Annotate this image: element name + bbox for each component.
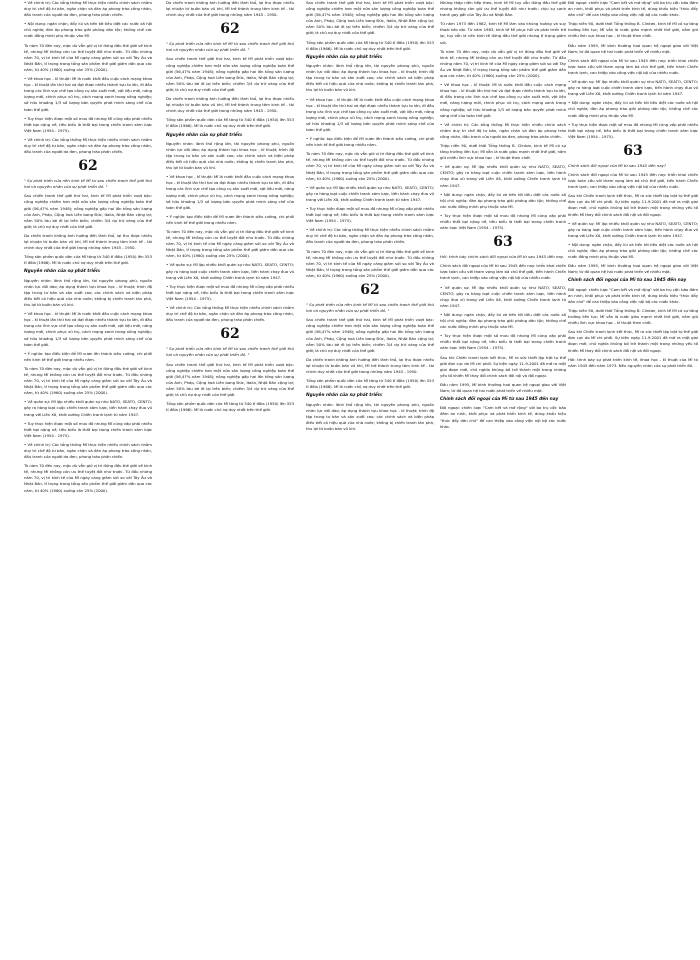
paragraph: • Tuy thực hiện được một số mưu đồ nhưng Mĩ cũng vấp phải nhiều thất bại nặng nề, tiêu biểu là thất bại trong chiến tranh xâm lược Việt Nam (1954 - 1975). xyxy=(306,206,434,224)
paragraph: • Tuy thực hiện được một số mưu đồ nhưng Mĩ cũng vấp phải nhiều thất bại nặng nề, tiêu biểu là thất bại trong chiến tranh xâm lược Việt Nam (1954 - 1975). xyxy=(166,283,294,301)
paragraph: • Ý nghĩa: tạo điều kiện để Mĩ vươn lên thành siêu cường, chi phối nền kinh tế thế giới trong nhiều năm. xyxy=(166,213,294,225)
paragraph: • Về khoa học - kĩ thuật: Mĩ là nước khởi đầu cuộc cách mạng khoa học - kĩ thuật lần thứ hai và đạt được nhiều thành tựu to lớn, đi đầu trong các lĩnh vực chế tạo công cụ sản xuất mới, vật liệu mới, năng lượng mới, chinh phục vũ trụ, cách mạng xanh trong nông nghiệp; sở hữu khoảng 1/3 số lượng bản quyền phát minh sáng chế của toàn thế giới. xyxy=(306,96,434,132)
paragraph: Những thập niên tiếp theo, kinh tế Mĩ tuy vẫn đứng đầu thế giới nhưng không còn giữ ưu thế tuyệt đối như trước; chịu sự cạnh tranh gay gắt của Tây Âu và Nhật Bản. xyxy=(440,0,566,18)
paragraph: Nguyên nhân: lãnh thổ rộng lớn, tài nguyên phong phú, nguồn nhân lực dồi dào; áp dụng thành tựu khoa học - kĩ thuật; trình độ tập trung tư bản và sản xuất cao; các chính sách và biện pháp điều tiết có hiệu quả của nhà nước; không bị chiến tranh tàn phá, thu lợi từ buôn bán vũ khí. xyxy=(24,277,152,308)
paragraph: • Về chính trị: Các tổng thống Mĩ thực hiện nhiều chính sách nhằm duy trì chế độ tư bản, ngăn chặn và đàn áp phong trào công nhân, đấu tranh của người da đen, phong trào phản chiến. xyxy=(24,136,152,155)
paragraph: Chính sách đối ngoại của Mĩ từ sau 1945 đến nay: triển khai chiến lược toàn cầu với tham vọng làm bá chủ thế giới, tiến hành Chiến tranh lạnh, can thiệp vào công việc nội bộ của nhiều nước. xyxy=(440,263,566,281)
paragraph: • Về quân sự: Mĩ lập nhiều khối quân sự như NATO, SEATO, CENTO; gây ra hàng loạt cuộc chiến tranh xâm lược, tiến hành chạy đua vũ trang với Liên Xô, khởi xướng Chiến tranh lạnh từ năm 1947. xyxy=(166,262,294,280)
paragraph: Sau khi Chiến tranh lạnh kết thúc, Mĩ ra sức thiết lập trật tự thế giới đơn cực do Mĩ chi phối. Sự kiện ngày 11-9-2001 đã mở ra một giai đoạn mới, chủ nghĩa khủng bố trở thành một trong những yếu tố khiến Mĩ thay đổi chính sách đối nội và đối ngoại. xyxy=(440,354,566,378)
question-number: 63 xyxy=(493,234,513,251)
paragraph: • Về quân sự: Mĩ lập nhiều khối quân sự như NATO, SEATO, CENTO; gây ra hàng loạt cuộc chiến tranh xâm lược, tiến hành chạy đua vũ trang với Liên Xô, khởi xướng Chiến tranh lạnh từ năm 1947. xyxy=(24,399,152,417)
paragraph: Sau khi Chiến tranh lạnh kết thúc, Mĩ ra sức thiết lập trật tự thế giới đơn cực do Mĩ chi phối. Sự kiện ngày 11-9-2001 đã mở ra một giai đoạn mới, chủ nghĩa khủng bố trở thành một trong những yếu tố khiến Mĩ thay đổi chính sách đối nội và đối ngoại. xyxy=(568,329,698,353)
paragraph: • Về quân sự: Mĩ lập nhiều khối quân sự như NATO, SEATO, CENTO; gây ra hàng loạt cuộc chiến tranh xâm lược, tiến hành chạy đua vũ trang với Liên Xô, khởi xướng Chiến tranh lạnh từ năm 1947. xyxy=(440,284,566,308)
paragraph: Sau chiến tranh thế giới thứ hai, kinh tế Mĩ phát triển vượt bậc: công nghiệp chiếm hơn một nửa sản lượng công nghiệp toàn thế giới (56,47% năm 1948); nông nghiệp gấp hai lần tổng sản lượng của Anh, Pháp, Cộng hoà Liên bang Đức, Italia, Nhật Bản cộng lại; nắm 50% tàu bè đi lại trên biển; chiếm 3/4 dự trữ vàng của thế giới; là chủ nợ duy nhất của thế giới. xyxy=(306,0,434,36)
paragraph: • Về chính trị: Các tổng thống Mĩ thực hiện nhiều chính sách nhằm duy trì chế độ tư bản, ngăn chặn và đàn áp phong trào công nhân, đấu tranh của người da đen, phong trào phản chiến. xyxy=(166,305,294,323)
paragraph: • Về quân sự: Mĩ lập nhiều khối quân sự như NATO, SEATO, CENTO; gây ra hàng loạt cuộc chiến tranh xâm lược, tiến hành chạy đua vũ trang với Liên Xô, khởi xướng Chiến tranh lạnh từ năm 1947. xyxy=(306,184,434,202)
paragraph: Do chiến tranh không ảnh hưởng đến lãnh thổ, lại thu được nhiều lợi nhuận từ buôn bán vũ khí, Mĩ trở thành trung tâm kinh tế - tài chính duy nhất của thế giới trong những năm 1945 - 1950. xyxy=(24,232,152,251)
paragraph: Sau khi Chiến tranh lạnh kết thúc, Mĩ ra sức thiết lập trật tự thế giới đơn cực do Mĩ chi phối. Sự kiện ngày 11-9-2001 đã mở ra một giai đoạn mới, chủ nghĩa khủng bố trở thành một trong những yếu tố khiến Mĩ thay đổi chính sách đối nội và đối ngoại. xyxy=(568,193,698,217)
question-number: 62 xyxy=(220,21,240,38)
paragraph: • Ý nghĩa: tạo điều kiện để Mĩ vươn lên thành siêu cường, chi phối nền kinh tế thế giới trong nhiều năm. xyxy=(306,136,434,148)
paragraph: Hỏi: trình bày sự phát triển kinh tế, khoa học - kĩ thuật của Mĩ từ năm 1945 đến năm 1973. Nêu nguyên nhân của sự phát triển đó. xyxy=(568,356,698,368)
paragraph: • Nội dung: ngăn chặn, đẩy lùi và tiến tới tiêu diệt các nước xã hội chủ nghĩa; đàn áp phong trào giải phóng dân tộc; khống chế các nước đồng minh phụ thuộc vào Mĩ. xyxy=(440,191,566,209)
paragraph: Chính sách đối ngoại của Mĩ từ sau 1945 đến nay: triển khai chiến lược toàn cầu với tham vọng làm bá chủ thế giới, tiến hành Chiến tranh lạnh, can thiệp vào công việc nội bộ của nhiều nước. xyxy=(568,171,698,190)
paragraph: Sau chiến tranh thế giới thứ hai, kinh tế Mĩ phát triển vượt bậc: công nghiệp chiếm hơn một nửa sản lượng công nghiệp toàn thế giới (56,47% năm 1948); nông nghiệp gấp hai lần tổng sản lượng của Anh, Pháp, Cộng hoà Liên bang Đức, Italia, Nhật Bản cộng lại; nắm 50% tàu bè đi lại trên biển; chiếm 3/4 dự trữ vàng của thế giới; là chủ nợ duy nhất của thế giới. xyxy=(306,317,434,353)
paragraph: Sau chiến tranh thế giới thứ hai, kinh tế Mĩ phát triển vượt bậc: công nghiệp chiếm hơn một nửa sản lượng công nghiệp toàn thế giới (56,47% năm 1948); nông nghiệp gấp hai lần tổng sản lượng của Anh, Pháp, Cộng hoà Liên bang Đức, Italia, Nhật Bản cộng lại; nắm 50% tàu bè đi lại trên biển; chiếm 3/4 dự trữ vàng của thế giới; là chủ nợ duy nhất của thế giới. xyxy=(166,361,294,397)
paragraph: • Về khoa học - kĩ thuật: Mĩ là nước khởi đầu cuộc cách mạng khoa học - kĩ thuật lần thứ hai và đạt được nhiều thành tựu to lớn, đi đầu trong các lĩnh vực chế tạo công cụ sản xuất mới, vật liệu mới, năng lượng mới, chinh phục vũ trụ, cách mạng xanh trong nông nghiệp; sở hữu khoảng 1/3 số lượng bản quyền phát minh sáng chế của toàn thế giới. xyxy=(24,311,152,347)
paragraph: • Tuy thực hiện được một số mưu đồ nhưng Mĩ cũng vấp phải nhiều thất bại nặng nề, tiêu biểu là thất bại trong chiến tranh xâm lược Việt Nam (1954 - 1975). xyxy=(24,115,152,133)
paragraph: • Về khoa học - kĩ thuật: Mĩ là nước khởi đầu cuộc cách mạng khoa học - kĩ thuật lần thứ hai và đạt được nhiều thành tựu to lớn, đi đầu trong các lĩnh vực chế tạo công cụ sản xuất mới, vật liệu mới, năng lượng mới, chinh phục vũ trụ, cách mạng xanh trong nông nghiệp; sở hữu khoảng 1/3 số lượng bản quyền phát minh sáng chế của toàn thế giới. xyxy=(24,76,152,112)
paragraph: • Về chính trị: Các tổng thống Mĩ thực hiện nhiều chính sách nhằm duy trì chế độ tư bản, ngăn chặn và đàn áp phong trào công nhân, đấu tranh của người da đen, phong trào phản chiến. xyxy=(306,227,434,245)
question-number: 62 xyxy=(360,282,380,299)
text-column-1 xyxy=(24,0,152,960)
text-column-3 xyxy=(306,0,434,960)
question-number: 62 xyxy=(220,326,240,343)
paragraph: • Tuy thực hiện được một số mưu đồ nhưng Mĩ cũng vấp phải nhiều thất bại nặng nề, tiêu biểu là thất bại trong chiến tranh xâm lược Việt Nam (1954 - 1975). xyxy=(24,420,152,438)
paragraph: Nguyên nhân: lãnh thổ rộng lớn, tài nguyên phong phú, nguồn nhân lực dồi dào; áp dụng thành tựu khoa học - kĩ thuật; trình độ tập trung tư bản và sản xuất cao; các chính sách và biện pháp điều tiết có hiệu quả của nhà nước; không bị chiến tranh tàn phá, thu lợi từ buôn bán vũ khí. xyxy=(306,63,434,93)
paragraph: • Tuy thực hiện được một số mưu đồ nhưng Mĩ cũng vấp phải nhiều thất bại nặng nề, tiêu biểu là thất bại trong chiến tranh xâm lược Việt Nam (1954 - 1975). xyxy=(440,212,566,231)
paragraph: Đối ngoại: chiến lược "Cam kết và mở rộng" với ba trụ cột: bảo đảm an ninh, khôi phục và phát triển kinh tế, dùng khẩu hiệu "thúc đẩy dân chủ" để can thiệp vào công việc nội bộ các nước khác. xyxy=(440,405,566,429)
paragraph: • Về quân sự: Mĩ lập nhiều khối quân sự như NATO, SEATO, CENTO; gây ra hàng loạt cuộc chiến tranh xâm lược, tiến hành chạy đua vũ trang với Liên Xô, khởi xướng Chiến tranh lạnh từ năm 1947. xyxy=(568,220,698,238)
question-text: " Sự phát triển của nền kinh tế Mĩ từ sau chiến tranh thế giới thứ hai và nguyên nhân của sự phát triển đó. " xyxy=(166,41,294,53)
paragraph: Đầu năm 1995, Mĩ bình thường hoá quan hệ ngoại giao với Việt Nam; từ đó quan hệ hai nước phát triển về nhiều mặt. xyxy=(440,381,566,393)
paragraph: Tù nàm 70 đén nay, mặc dù vẫn giữ vị trí đứng đầu thé giới về kinh tế, nhưng Mĩ không còn ưu thế tuyệt đối như trước. Từ đầu những năm 70, vị trí kinh tế của Mĩ ngày càng giảm sút so với Tây Âu và Nhật Bản, tỉ trọng trong tổng sản phẩm thế giới giảm dần qua các năm, từ 40% (1960) xuống còn 25% (2000). xyxy=(306,151,434,181)
paragraph: • Về khoa học - kĩ thuật: Mĩ là nước khởi đầu cuộc cách mạng khoa học - kĩ thuật lần thứ hai và đạt được nhiều thành tựu to lớn, đi đầu trong các lĩnh vực chế tạo công cụ sản xuất mới, vật liệu mới, năng lượng mới, chinh phục vũ trụ, cách mạng xanh trong nông nghiệp; sở hữu khoảng 1/3 số lượng bản quyền phát minh sáng chế của toàn thế giới. xyxy=(440,82,566,118)
paragraph: Đầu năm 1995, Mĩ bình thường hoá quan hệ ngoại giao với Việt Nam; từ đó quan hệ hai nước phát triển về nhiều mặt. xyxy=(568,263,698,275)
paragraph: Do chiến tranh không ảnh hưởng đến lãnh thổ, lại thu được nhiều lợi nhuận từ buôn bán vũ khí, Mĩ trở thành trung tâm kinh tế - tài chính duy nhất của thế giới trong những năm 1945 - 1950. xyxy=(166,96,294,114)
text-column-5 xyxy=(568,0,698,960)
paragraph: Đối ngoại: chiến lược "Cam kết và mở rộng" với ba trụ cột: bảo đảm an ninh, khôi phục và phát triển kinh tế, dùng khẩu hiệu "thúc đẩy dân chủ" để can thiệp vào công việc nội bộ các nước khác. xyxy=(568,286,698,304)
paragraph: Sau chiến tranh thế giới thứ hai, kinh tế Mĩ phát triển vượt bậc: công nghiệp chiếm hơn một nửa sản lượng công nghiệp toàn thế giới (56,47% năm 1948); nông nghiệp gấp hai lần tổng sản lượng của Anh, Pháp, Cộng hoà Liên bang Đức, Italia, Nhật Bản cộng lại; nắm 50% tàu bè đi lại trên biển; chiếm 3/4 dự trữ vàng của thế giới; là chủ nợ duy nhất của thế giới. xyxy=(24,193,152,229)
question-number: 62 xyxy=(78,158,98,175)
paragraph: • Tuy thực hiện được một số mưu đồ nhưng Mĩ cũng vấp phải nhiều thất bại nặng nề, tiêu biểu là thất bại trong chiến tranh xâm lược Việt Nam (1954 - 1975). xyxy=(568,121,698,139)
paragraph: • Về chính trị: Các tổng thống Mĩ thực hiện nhiều chính sách nhằm duy trì chế độ tư bản, ngăn chặn và đàn áp phong trào công nhân, đấu tranh của người da đen, phong trào phản chiến. xyxy=(24,441,152,460)
section-heading: Nguyên nhân của sự phát triển: xyxy=(306,54,383,60)
section-heading: Nguyên nhân của sự phát triển: xyxy=(306,393,383,399)
paragraph: • Nội dung: ngăn chặn, đẩy lùi và tiến tới tiêu diệt các nước xã hội chủ nghĩa; đàn áp phong trào giải phóng dân tộc; khống chế các nước đồng minh phụ thuộc vào Mĩ. xyxy=(440,311,566,330)
section-heading: Chính sách đối ngoại của Mĩ từ sau 1945 đến nay xyxy=(568,278,687,284)
paragraph: Tù nàm 70 đén nay, mặc dù vẫn giữ vị trí đứng đầu thé giới về kinh tế, nhưng Mĩ không còn ưu thế tuyệt đối như trước. Từ đầu những năm 70, vị trí kinh tế của Mĩ ngày càng giảm sút so với Tây Âu và Nhật Bản, tỉ trọng trong tổng sản phẩm thế giới giảm dần qua các năm, từ 40% (1960) xuống còn 25% (2000). xyxy=(440,48,566,79)
paragraph: • Ý nghĩa: tạo điều kiện để Mĩ vươn lên thành siêu cường, chi phối nền kinh tế thế giới trong nhiều năm. xyxy=(24,350,152,362)
paragraph: Tổng sản phẩm quốc dân của Mĩ tăng từ 340 tỉ đôla (1950) lên 553 tỉ đôla (1966). Mĩ là nước chủ nợ duy nhất trên thế giới. xyxy=(306,39,434,51)
question-text: Hỏi: trình bày chính sách đối ngoại của Mĩ từ sau 1945 đến nay. xyxy=(440,254,565,260)
paragraph: • Về chính trị: Các tổng thống Mĩ thực hiện nhiều chính sách nhằm duy trì chế độ tư bản, ngăn chặn và đàn áp phong trào công nhân, đấu tranh của người da đen, phong trào phản chiến. xyxy=(440,121,566,139)
paragraph: • Nội dung: ngăn chặn, đẩy lùi và tiến tới tiêu diệt các nước xã hội chủ nghĩa; đàn áp phong trào giải phóng dân tộc; khống chế các nước đồng minh phụ thuộc vào Mĩ. xyxy=(24,21,152,39)
paragraph: Tù nàm 70 đén nay, mặc dù vẫn giữ vị trí đứng đầu thé giới về kinh tế, nhưng Mĩ không còn ưu thế tuyệt đối như trước. Từ đầu những năm 70, vị trí kinh tế của Mĩ ngày càng giảm sút so với Tây Âu và Nhật Bản, tỉ trọng trong tổng sản phẩm thế giới giảm dần qua các năm, từ 40% (1960) xuống còn 25% (2000). xyxy=(24,365,152,396)
paragraph: Tổng sản phẩm quốc dân của Mĩ tăng từ 340 tỉ đôla (1950) lên 553 tỉ đôla (1966). Mĩ là nước chủ nợ duy nhất trên thế giới. xyxy=(306,378,434,390)
paragraph: Nguyên nhân: lãnh thổ rộng lớn, tài nguyên phong phú, nguồn nhân lực dồi dào; áp dụng thành tựu khoa học - kĩ thuật; trình độ tập trung tư bản và sản xuất cao; các chính sách và biện pháp điều tiết có hiệu quả của nhà nước; không bị chiến tranh tàn phá, thu lợi từ buôn bán vũ khí. xyxy=(166,140,294,171)
paragraph: Tù nàm 70 đén nay, mặc dù vẫn giữ vị trí đứng đầu thé giới về kinh tế, nhưng Mĩ không còn ưu thế tuyệt đối như trước. Từ đầu những năm 70, vị trí kinh tế của Mĩ ngày càng giảm sút so với Tây Âu và Nhật Bản, tỉ trọng trong tổng sản phẩm thế giới giảm dần qua các năm, từ 40% (1960) xuống còn 25% (2000). xyxy=(24,463,152,493)
paragraph: Sau chiến tranh thế giới thứ hai, kinh tế Mĩ phát triển vượt bậc: công nghiệp chiếm hơn một nửa sản lượng công nghiệp toàn thế giới (56,47% năm 1948); nông nghiệp gấp hai lần tổng sản lượng của Anh, Pháp, Cộng hoà Liên bang Đức, Italia, Nhật Bản cộng lại; nắm 50% tàu bè đi lại trên biển; chiếm 3/4 dự trữ vàng của thế giới; là chủ nợ duy nhất của thế giới. xyxy=(166,56,294,92)
paragraph: • Về khoa học - kĩ thuật: Mĩ là nước khởi đầu cuộc cách mạng khoa học - kĩ thuật lần thứ hai và đạt được nhiều thành tựu to lớn, đi đầu trong các lĩnh vực chế tạo công cụ sản xuất mới, vật liệu mới, năng lượng mới, chinh phục vũ trụ, cách mạng xanh trong nông nghiệp; sở hữu khoảng 1/3 số lượng bản quyền phát minh sáng chế của toàn thế giới. xyxy=(166,174,294,210)
question-text: " Sự phát triển của nền kinh tế Mĩ từ sau chiến tranh thế giới thứ hai và nguyên nhân của sự phát triển đó. " xyxy=(24,178,152,190)
question-number: 63 xyxy=(623,142,643,159)
paragraph: Thập niên 90, dưới thời Tổng thống B. Clintơn, kinh tế Mĩ có sự tăng trưởng liên tục; Mĩ vẫn là nước giàu mạnh nhất thế giới, nắm giữ nhiều lĩnh vực khoa học - kĩ thuật then chốt. xyxy=(440,142,566,161)
paragraph: • Tuy thực hiện được một số mưu đồ nhưng Mĩ cũng vấp phải nhiều thất bại nặng nề, tiêu biểu là thất bại trong chiến tranh xâm lược Việt Nam (1954 - 1975). xyxy=(440,333,566,351)
paragraph: Thập niên 90, dưới thời Tổng thống B. Clintơn, kinh tế Mĩ có sự tăng trưởng liên tục; Mĩ vẫn là nước giàu mạnh nhất thế giới, nắm giữ nhiều lĩnh vực khoa học - kĩ thuật then chốt. xyxy=(568,307,698,326)
question-text: " Sự phát triển của nền kinh tế Mĩ từ sau chiến tranh thế giới thứ hai và nguyên nhân của sự phát triển đó. " xyxy=(306,302,434,314)
paragraph: Từ năm 1973 đến 1982, kinh tế Mĩ lâm vào khủng hoảng và suy thoái kéo dài. Từ năm 1983, kinh tế Mĩ phục hồi và phát triển trở lại, tuy vẫn là nền kinh tế đứng đầu thế giới nhưng tỉ trọng giảm sút. xyxy=(440,21,566,45)
paragraph: Đầu năm 1995, Mĩ bình thường hoá quan hệ ngoại giao với Việt Nam; từ đó quan hệ hai nước phát triển về nhiều mặt. xyxy=(568,42,698,54)
paragraph: Chính sách đối ngoại của Mĩ từ sau 1945 đến nay: triển khai chiến lược toàn cầu với tham vọng làm bá chủ thế giới, tiến hành Chiến tranh lạnh, can thiệp vào công việc nội bộ của nhiều nước. xyxy=(568,57,698,75)
paragraph: • Về chính trị: Các tổng thống Mĩ thực hiện nhiều chính sách nhằm duy trì chế độ tư bản, ngăn chặn và đàn áp phong trào công nhân, đấu tranh của người da đen, phong trào phản chiến. xyxy=(24,0,152,18)
paragraph: Do chiến tranh không ảnh hưởng đến lãnh thổ, lại thu được nhiều lợi nhuận từ buôn bán vũ khí, Mĩ trở thành trung tâm kinh tế - tài chính duy nhất của thế giới trong những năm 1945 - 1950. xyxy=(306,356,434,374)
paragraph: Tổng sản phẩm quốc dân của Mĩ tăng từ 340 tỉ đôla (1950) lên 553 tỉ đôla (1966). Mĩ là nước chủ nợ duy nhất trên thế giới. xyxy=(166,117,294,129)
paragraph: Tù nàm 70 đén nay, mặc dù vẫn giữ vị trí đứng đầu thé giới về kinh tế, nhưng Mĩ không còn ưu thế tuyệt đối như trước. Từ đầu những năm 70, vị trí kinh tế của Mĩ ngày càng giảm sút so với Tây Âu và Nhật Bản, tỉ trọng trong tổng sản phẩm thế giới giảm dần qua các năm, từ 40% (1960) xuống còn 25% (2000). xyxy=(306,248,434,278)
paragraph: • Về quân sự: Mĩ lập nhiều khối quân sự như NATO, SEATO, CENTO; gây ra hàng loạt cuộc chiến tranh xâm lược, tiến hành chạy đua vũ trang với Liên Xô, khởi xướng Chiến tranh lạnh từ năm 1947. xyxy=(568,79,698,97)
section-heading: Chính sách đối ngoại của Mĩ từ sau 1945 đến nay xyxy=(440,397,559,403)
paragraph: Tù nàm 70 đén nay, mặc dù vẫn giữ vị trí đứng đầu thé giới về kinh tế, nhưng Mĩ không còn ưu thế tuyệt đối như trước. Từ đầu những năm 70, vị trí kinh tế của Mĩ ngày càng giảm sút so với Tây Âu và Nhật Bản, tỉ trọng trong tổng sản phẩm thế giới giảm dần qua các năm, từ 40% (1960) xuống còn 25% (2000). xyxy=(166,229,294,259)
paragraph: Nguyên nhân: lãnh thổ rộng lớn, tài nguyên phong phú, nguồn nhân lực dồi dào; áp dụng thành tựu khoa học - kĩ thuật; trình độ tập trung tư bản và sản xuất cao; các chính sách và biện pháp điều tiết có hiệu quả của nhà nước; không bị chiến tranh tàn phá, thu lợi từ buôn bán vũ khí. xyxy=(306,401,434,431)
paragraph: Tù nàm 70 đén nay, mặc dù vẫn giữ vị trí đứng đầu thé giới về kinh tế, nhưng Mĩ không còn ưu thế tuyệt đối như trước. Từ đầu những năm 70, vị trí kinh tế của Mĩ ngày càng giảm sút so với Tây Âu và Nhật Bản, tỉ trọng trong tổng sản phẩm thế giới giảm dần qua các năm, từ 40% (1960) xuống còn 25% (2000). xyxy=(24,42,152,72)
paragraph: Do chiến tranh không ảnh hưởng đến lãnh thổ, lại thu được nhiều lợi nhuận từ buôn bán vũ khí, Mĩ trở thành trung tâm kinh tế - tài chính duy nhất của thế giới trong những năm 1945 - 1950. xyxy=(166,0,294,18)
question-text: " Sự phát triển của nền kinh tế Mĩ từ sau chiến tranh thế giới thứ hai và nguyên nhân của sự phát triển đó. " xyxy=(166,346,294,358)
paragraph: • Về quân sự: Mĩ lập nhiều khối quân sự như NATO, SEATO, CENTO; gây ra hàng loạt cuộc chiến tranh xâm lược, tiến hành chạy đua vũ trang với Liên Xô, khởi xướng Chiến tranh lạnh từ năm 1947. xyxy=(440,164,566,188)
section-heading: Nguyên nhân của sự phát triển: xyxy=(166,132,243,138)
question-text: Chính sách đối ngoại của Mĩ từ sau 1945 đến nay? xyxy=(568,162,667,168)
paragraph: Tổng sản phẩm quốc dân của Mĩ tăng từ 340 tỉ đôla (1950) lên 553 tỉ đôla (1966). Mĩ là nước chủ nợ duy nhất trên thế giới. xyxy=(166,401,294,413)
paragraph: • Nội dung: ngăn chặn, đẩy lùi và tiến tới tiêu diệt các nước xã hội chủ nghĩa; đàn áp phong trào giải phóng dân tộc; khống chế các nước đồng minh phụ thuộc vào Mĩ. xyxy=(568,100,698,118)
text-column-2 xyxy=(166,0,294,960)
paragraph: Tổng sản phẩm quốc dân của Mĩ tăng từ 340 tỉ đôla (1950) lên 553 tỉ đôla (1966). Mĩ là nước chủ nợ duy nhất trên thế giới. xyxy=(24,254,152,266)
text-column-4 xyxy=(440,0,566,960)
section-heading: Nguyên nhân của sự phát triển: xyxy=(24,269,101,275)
paragraph: Đối ngoại: chiến lược "Cam kết và mở rộng" với ba trụ cột: bảo đảm an ninh, khôi phục và phát triển kinh tế, dùng khẩu hiệu "thúc đẩy dân chủ" để can thiệp vào công việc nội bộ các nước khác. xyxy=(568,0,698,18)
paragraph: • Nội dung: ngăn chặn, đẩy lùi và tiến tới tiêu diệt các nước xã hội chủ nghĩa; đàn áp phong trào giải phóng dân tộc; khống chế các nước đồng minh phụ thuộc vào Mĩ. xyxy=(568,241,698,260)
paragraph: Thập niên 90, dưới thời Tổng thống B. Clintơn, kinh tế Mĩ có sự tăng trưởng liên tục; Mĩ vẫn là nước giàu mạnh nhất thế giới, nắm giữ nhiều lĩnh vực khoa học - kĩ thuật then chốt. xyxy=(568,21,698,39)
